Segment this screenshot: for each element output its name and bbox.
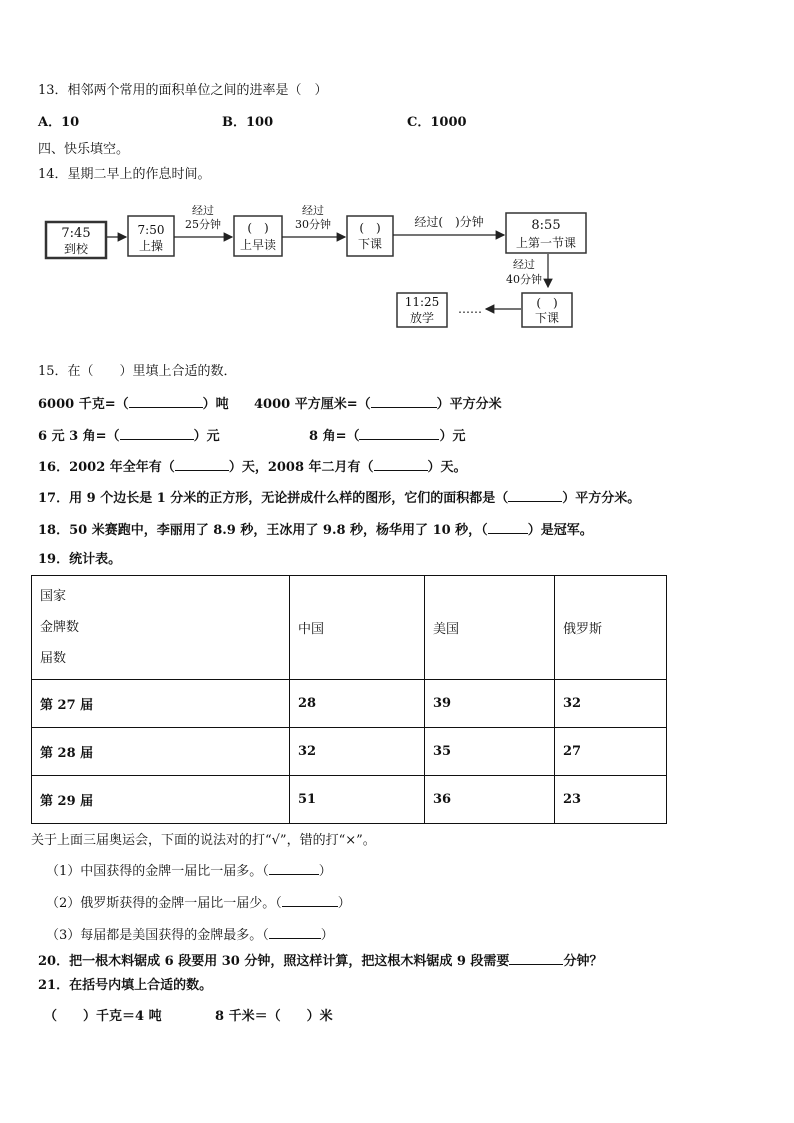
arrow1-line1: 经过 (192, 204, 214, 217)
box-break1-time: ( ) (359, 221, 381, 235)
arrow3-label: 经过( )分钟 (414, 215, 484, 229)
cell-value: 28 (290, 680, 425, 728)
cell-value: 32 (555, 680, 667, 728)
statement-close: ） (318, 864, 332, 879)
row-label: 第 27 届 (32, 680, 290, 728)
row-label: 第 28 届 (32, 728, 290, 776)
q16-mid: ）天，2008 年二月有（ (228, 460, 374, 475)
q15-a1-pre: 6000 千克=（ (38, 397, 129, 412)
q15-a1-post: ）吨 (202, 397, 229, 412)
arrow1-line2: 25分钟 (185, 218, 221, 231)
q15-stem: 15．在（ ）里填上合适的数． (38, 364, 237, 379)
statement-close: ） (320, 928, 334, 943)
arrow2-line2: 30分钟 (295, 218, 331, 231)
q16-blank2[interactable] (374, 458, 428, 471)
ellipsis: …… (458, 302, 482, 316)
q15-b2-post: ）元 (439, 429, 466, 444)
q13-stem: 13．相邻两个常用的面积单位之间的进率是（ ） (38, 83, 328, 98)
box-break2-time: ( ) (536, 296, 558, 310)
q15-a1 (38, 395, 229, 414)
q15-a1-blank[interactable] (129, 395, 203, 408)
arrow4-line2: 40分钟 (506, 273, 542, 286)
q18 (38, 521, 593, 540)
table-header-row (32, 576, 667, 680)
q19-statement-2 (46, 894, 351, 913)
q18-blank[interactable] (488, 521, 528, 534)
cell-value: 36 (425, 776, 555, 824)
table-row (32, 680, 667, 728)
q15-a2-blank[interactable] (371, 395, 437, 408)
cell-value: 32 (290, 728, 425, 776)
q14-stem: 14．星期二早上的作息时间。 (38, 167, 211, 182)
q15-b2 (309, 427, 465, 446)
header-col-russia: 俄罗斯 (555, 576, 667, 680)
statement-text: （2）俄罗斯获得的金牌一届比一届少。（ (46, 896, 282, 911)
q19-statement-3 (46, 926, 334, 945)
q15-b1 (38, 427, 220, 446)
box-reading-time: ( ) (247, 221, 269, 235)
q20-blank[interactable] (509, 952, 563, 965)
arrow2-line1: 经过 (302, 204, 324, 217)
q15-b1-post: ）元 (193, 429, 220, 444)
box-break2-label: 下课 (534, 311, 560, 325)
statement-close: ） (337, 896, 351, 911)
q15-a2 (254, 395, 502, 414)
q21-b: 8 千米＝（ ）米 (215, 1009, 333, 1024)
arrow4-line1: 经过 (513, 258, 535, 271)
box-dismiss-time: 11:25 (404, 295, 440, 309)
q18-pre: 18．50 米赛跑中，李丽用了 8.9 秒，王冰用了 9.8 秒，杨华用了 10 秒，（ (38, 523, 488, 538)
statement-1-blank[interactable] (269, 862, 319, 875)
q15-a2-pre: 4000 平方厘米=（ (254, 397, 371, 412)
q16-blank1[interactable] (175, 458, 229, 471)
q15-b2-blank[interactable] (359, 427, 439, 440)
q13-option-b: B．100 (222, 115, 274, 130)
statement-text: （3）每届都是美国获得的金牌最多。（ (46, 928, 269, 943)
statement-text: （1）中国获得的金牌一届比一届多。（ (46, 864, 269, 879)
q15-a2-post: ）平方分米 (436, 397, 502, 412)
section-heading: 四、快乐填空。 (38, 142, 130, 157)
box-exercise-label: 上操 (138, 239, 164, 253)
q17-blank[interactable] (508, 489, 562, 502)
q21-stem: 21．在括号内填上合适的数。 (38, 978, 213, 993)
q16-post: ）天。 (427, 460, 467, 475)
q15-b1-pre: 6 元 3 角=（ (38, 429, 120, 444)
statement-2-blank[interactable] (282, 894, 338, 907)
header-medals: 金牌数 (40, 620, 80, 635)
q15-b2-pre: 8 角=（ (309, 429, 360, 444)
q20 (38, 952, 602, 971)
q18-post: ）是冠军。 (527, 523, 593, 538)
cell-value: 23 (555, 776, 667, 824)
table-diagonal-header (32, 576, 290, 680)
header-country: 国家 (40, 589, 67, 604)
cell-value: 35 (425, 728, 555, 776)
q14-schedule-diagram (40, 196, 600, 338)
q16-pre: 16．2002 年全年有（ (38, 460, 175, 475)
cell-value: 27 (555, 728, 667, 776)
cell-value: 39 (425, 680, 555, 728)
row-label: 第 29 届 (32, 776, 290, 824)
q19-stem: 19．统计表。 (38, 552, 122, 567)
q15-b1-blank[interactable] (120, 427, 194, 440)
box-arrive-time: 7:45 (61, 226, 91, 241)
header-col-usa: 美国 (425, 576, 555, 680)
q19-instruction: 关于上面三届奥运会，下面的说法对的打“√”，错的打“×”。 (31, 833, 376, 848)
box-class1-label: 上第一节课 (515, 236, 577, 250)
medal-table (31, 575, 667, 824)
header-session: 届数 (40, 651, 67, 666)
box-exercise-time: 7:50 (137, 223, 165, 237)
header-col-china: 中国 (290, 576, 425, 680)
q13-option-a: A．10 (38, 115, 80, 130)
table-row (32, 728, 667, 776)
q17 (38, 489, 640, 508)
statement-3-blank[interactable] (269, 926, 321, 939)
q17-pre: 17．用 9 个边长是 1 分米的正方形，无论拼成什么样的图形，它们的面积都是（ (38, 491, 509, 506)
box-break1-label: 下课 (357, 237, 383, 251)
q16 (38, 458, 467, 477)
table-row (32, 776, 667, 824)
q13-option-c: C．1000 (407, 115, 467, 130)
box-class1-time: 8:55 (531, 218, 561, 233)
q21-a: （ ）千克＝4 吨 (44, 1009, 162, 1024)
box-reading-label: 上早读 (239, 238, 277, 252)
q20-pre: 20．把一根木料锯成 6 段要用 30 分钟，照这样计算，把这根木料锯成 9 段需要 (38, 954, 510, 969)
box-dismiss-label: 放学 (409, 311, 435, 325)
cell-value: 51 (290, 776, 425, 824)
box-arrive-label: 到校 (63, 242, 89, 256)
q19-statement-1 (46, 862, 332, 881)
q20-post: 分钟？ (563, 954, 603, 969)
q17-post: ）平方分米。 (562, 491, 641, 506)
